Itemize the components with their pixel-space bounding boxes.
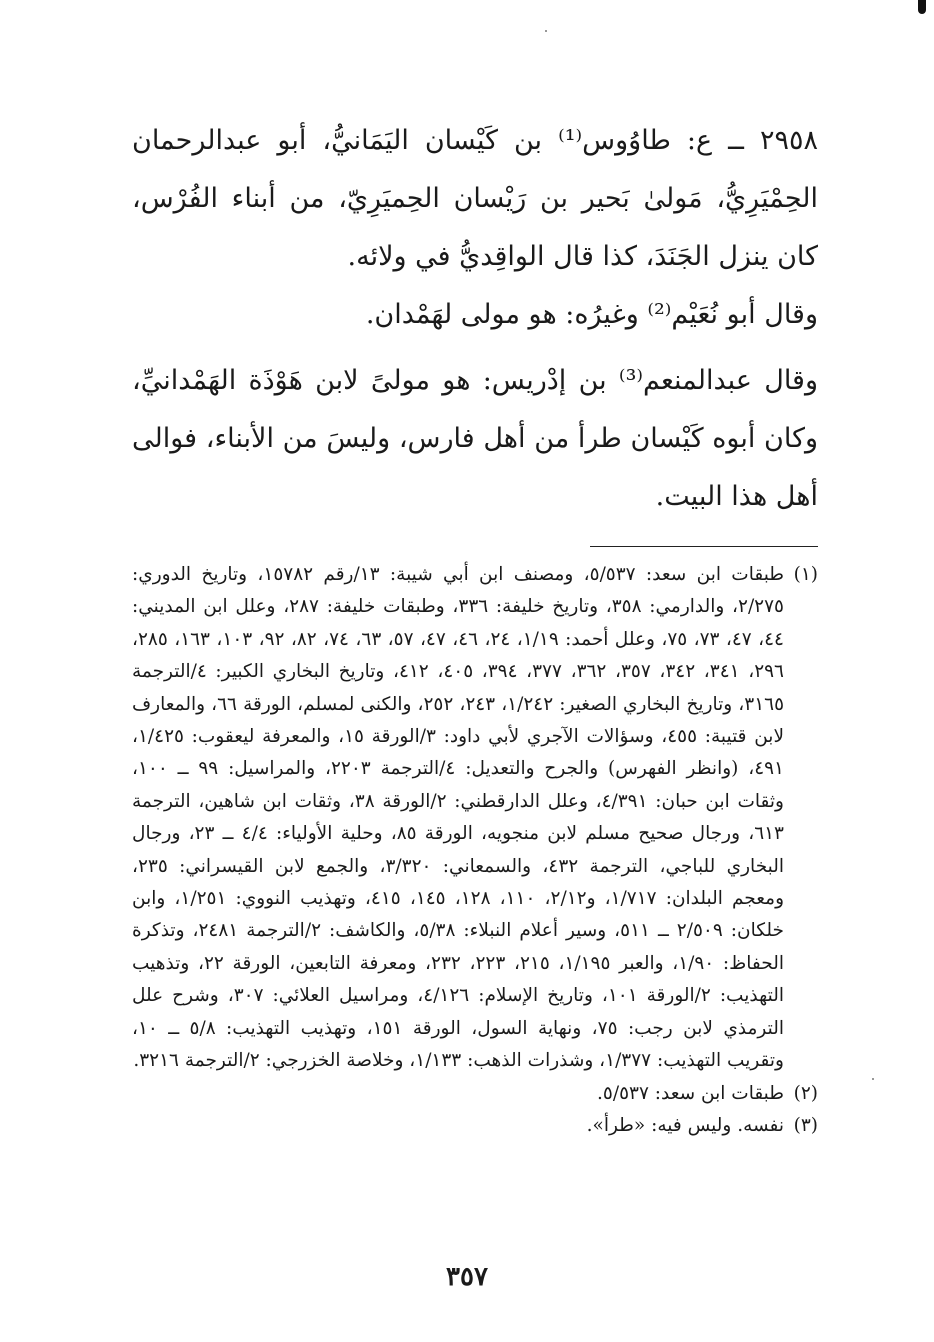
footnote-number: (٣) bbox=[793, 1114, 818, 1136]
footnotes bbox=[132, 559, 818, 1142]
footnote-text: طبقات ابن سعد: ٥/٥٣٧. bbox=[597, 1082, 784, 1104]
entry-paragraph: وقال أبو نُعَيْم⁽²⁾ وغيرُه: هو مولى لهَمْدان. bbox=[365, 299, 818, 330]
scan-speck bbox=[872, 1078, 874, 1080]
footnote bbox=[132, 1078, 818, 1110]
footnote-number: (١) bbox=[793, 564, 818, 585]
footnote-separator bbox=[590, 546, 818, 547]
scan-speck bbox=[545, 30, 547, 32]
entry-paragraph: وقال عبدالمنعم⁽³⁾ بن إدْريس: هو مولىً لابن هَوْذَة الهَمْدانيِّ، وكان أبوه كَيْسان طرأ من أهل فارس، وليسَ من الأبناء، فوالى أهل هذا البيت. bbox=[132, 365, 818, 512]
page-body bbox=[132, 112, 818, 1142]
footnote-number: (٢) bbox=[793, 1082, 818, 1104]
corner-mark bbox=[918, 0, 926, 14]
entry-paragraph: ٢٩٥٨ ــ ع: طاوُوس⁽¹⁾ بن كَيْسان اليَمَانيُّ، أبو عبدالرحمان الحِمْيَرِيُّ، مَولىٰ بَحير بن رَيْسان الحِميَرِيّ، من أبناء الفُرْس، كان ينزل الجَنَدَ، كذا قال الواقِديُّ في ولائه. bbox=[132, 125, 818, 272]
main-text bbox=[132, 112, 818, 526]
footnote bbox=[132, 1110, 818, 1142]
footnote-text: نفسه. وليس فيه: «طرأ». bbox=[586, 1114, 784, 1136]
page-number: ٣٥٧ bbox=[446, 1262, 488, 1292]
footnote bbox=[132, 559, 818, 1078]
footnote-text: طبقات ابن سعد: ٥/٥٣٧، ومصنف ابن أبي شيبة: ١٣/رقم ١٥٧٨٢، وتاريخ الدوري: ٢/٢٧٥، والدارمي: ٣٥٨، وتاريخ خليفة: ٣٣٦، وطبقات خليفة: ٢٨٧، وعلل ابن المديني: ٤٤، ٤٧، ٧٣، ٧٥، وعلل أحمد: ١/١٩، ٢٤، ٤٦، ٤٧، ٥٧، ٦٣، ٧٤، ٨٢، ٩٢، ١٠٣، ١٦٣، ٢٨٥، ٢٩٦، ٣٤١، ٣٤٢، ٣٥٧، ٣٦٢، ٣٧٧، ٣٩٤، ٤٠٥، ٤١٢، وتاريخ البخاري الكبير: ٤/الترجمة ٣١٦٥، وتاريخ البخاري الصغير: ١/٢٤٢، ٢٤٣، ٢٥٢، والكنى لمسلم، الورقة ٦٦، والمعارف لابن قتيبة: ٤٥٥، وسؤالات الآجري لأبي داود: ٣/الورقة ١٥، والمعرفة ليعقوب: ١/٤٢٥، ٤٩١، (وانظر الفهرس) والجرح والتعديل: ٤/الترجمة ٢٢٠٣، والمراسيل: ٩٩ ــ ١٠٠، وثقات ابن حبان: ٤/٣٩١، وعلل الدارقطني: ٢/الورقة ٣٨، وثقات ابن شاهين، الترجمة ٦١٣، ورجال صحيح مسلم لابن منجويه، الورقة ٨٥، وحلية الأولياء: ٤/٤ ــ ٢٣، ورجال البخاري للباجي، الترجمة ٤٣٢، والسمعاني: ٣/٣٢٠، والجمع لابن القيسراني: ٢٣٥، ومعجم البلدان: ١/٧١٧، و٢/١٢، ١١٠، ١٢٨، ١٤٥، ٤١٥، وتهذيب النووي: ١/٢٥١، وابن خلكان: ٢/٥٠٩ ــ ٥١١، وسير أعلام النبلاء: ٥/٣٨، والكاشف: ٢/الترجمة ٢٤٨١، وتذكرة الحفاظ: ١/٩٠، والعبر ١/١٩٥، ٢١٥، ٢٢٣، ٢٣٢، ومعرفة التابعين، الورقة ٢٢، وتذهيب التهذيب: ٢/الورقة ١٠١، وتاريخ الإسلام: ٤/١٢٦، ومراسيل العلائي: ٣٠٧، وشرح علل الترمذي لابن رجب: ٧٥، ونهاية السول، الورقة ١٥١، وتهذيب التهذيب: ٥/٨ ــ ١٠، وتقريب التهذيب: ١/٣٧٧، وشذرات الذهب: ١/١٣٣، وخلاصة الخزرجي: ٢/الترجمة ٣٢١٦. bbox=[132, 564, 785, 1072]
